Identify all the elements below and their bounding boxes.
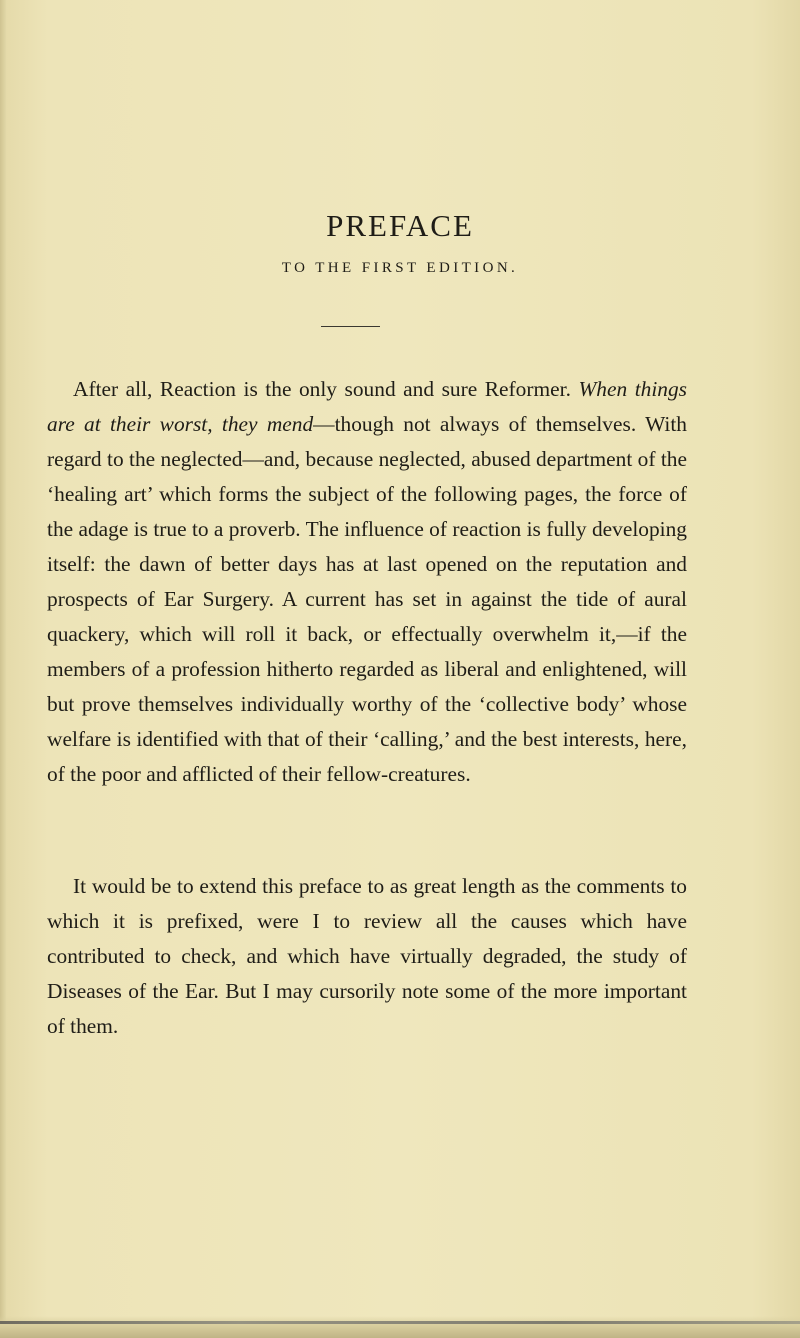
page-bottom-shadow-line [0,1321,800,1324]
preface-subtitle: TO THE FIRST EDITION. [281,260,519,276]
page-bottom-edge [0,1316,800,1338]
paragraph-1-italic-adage: When things are at their worst, they mend [47,377,687,436]
title-divider-rule [321,326,380,327]
page-left-edge [0,0,6,1338]
paragraph-1-body: —though not always of themselves. With regard to the neglected—and, because neglected, abused department of the ‘healing art’ which forms the subject of the following pages, the force of the adage is true to a proverb. The influence of reaction is fully developing itself: the dawn of better days has at last opened on the reputation and prospects of Ear Surgery. A current has set in against the tide of aural quackery, which will roll it back, or effectually overwhelm it,—if the members of a profession hitherto regarded as liberal and enlightened, will but prove themselves individually worthy of the ‘collective body’ whose welfare is identified with that of their ‘calling,’ and the best interests, here, of the poor and afflicted of their fellow-creatures. [47,412,687,786]
paragraph-2: It would be to extend this preface to as great length as the comments to which it is prefixed, were I to review all the causes which have contributed to check, and which have virtually degraded, the study of Diseases of the Ear. But I may cursorily note some of the more important of them. [47,874,687,1038]
preface-title: PREFACE [326,208,474,243]
paragraph-1-opening: After all, Reaction is the only sound and sure Reformer. [73,377,579,401]
paragraph-1 [47,372,687,792]
